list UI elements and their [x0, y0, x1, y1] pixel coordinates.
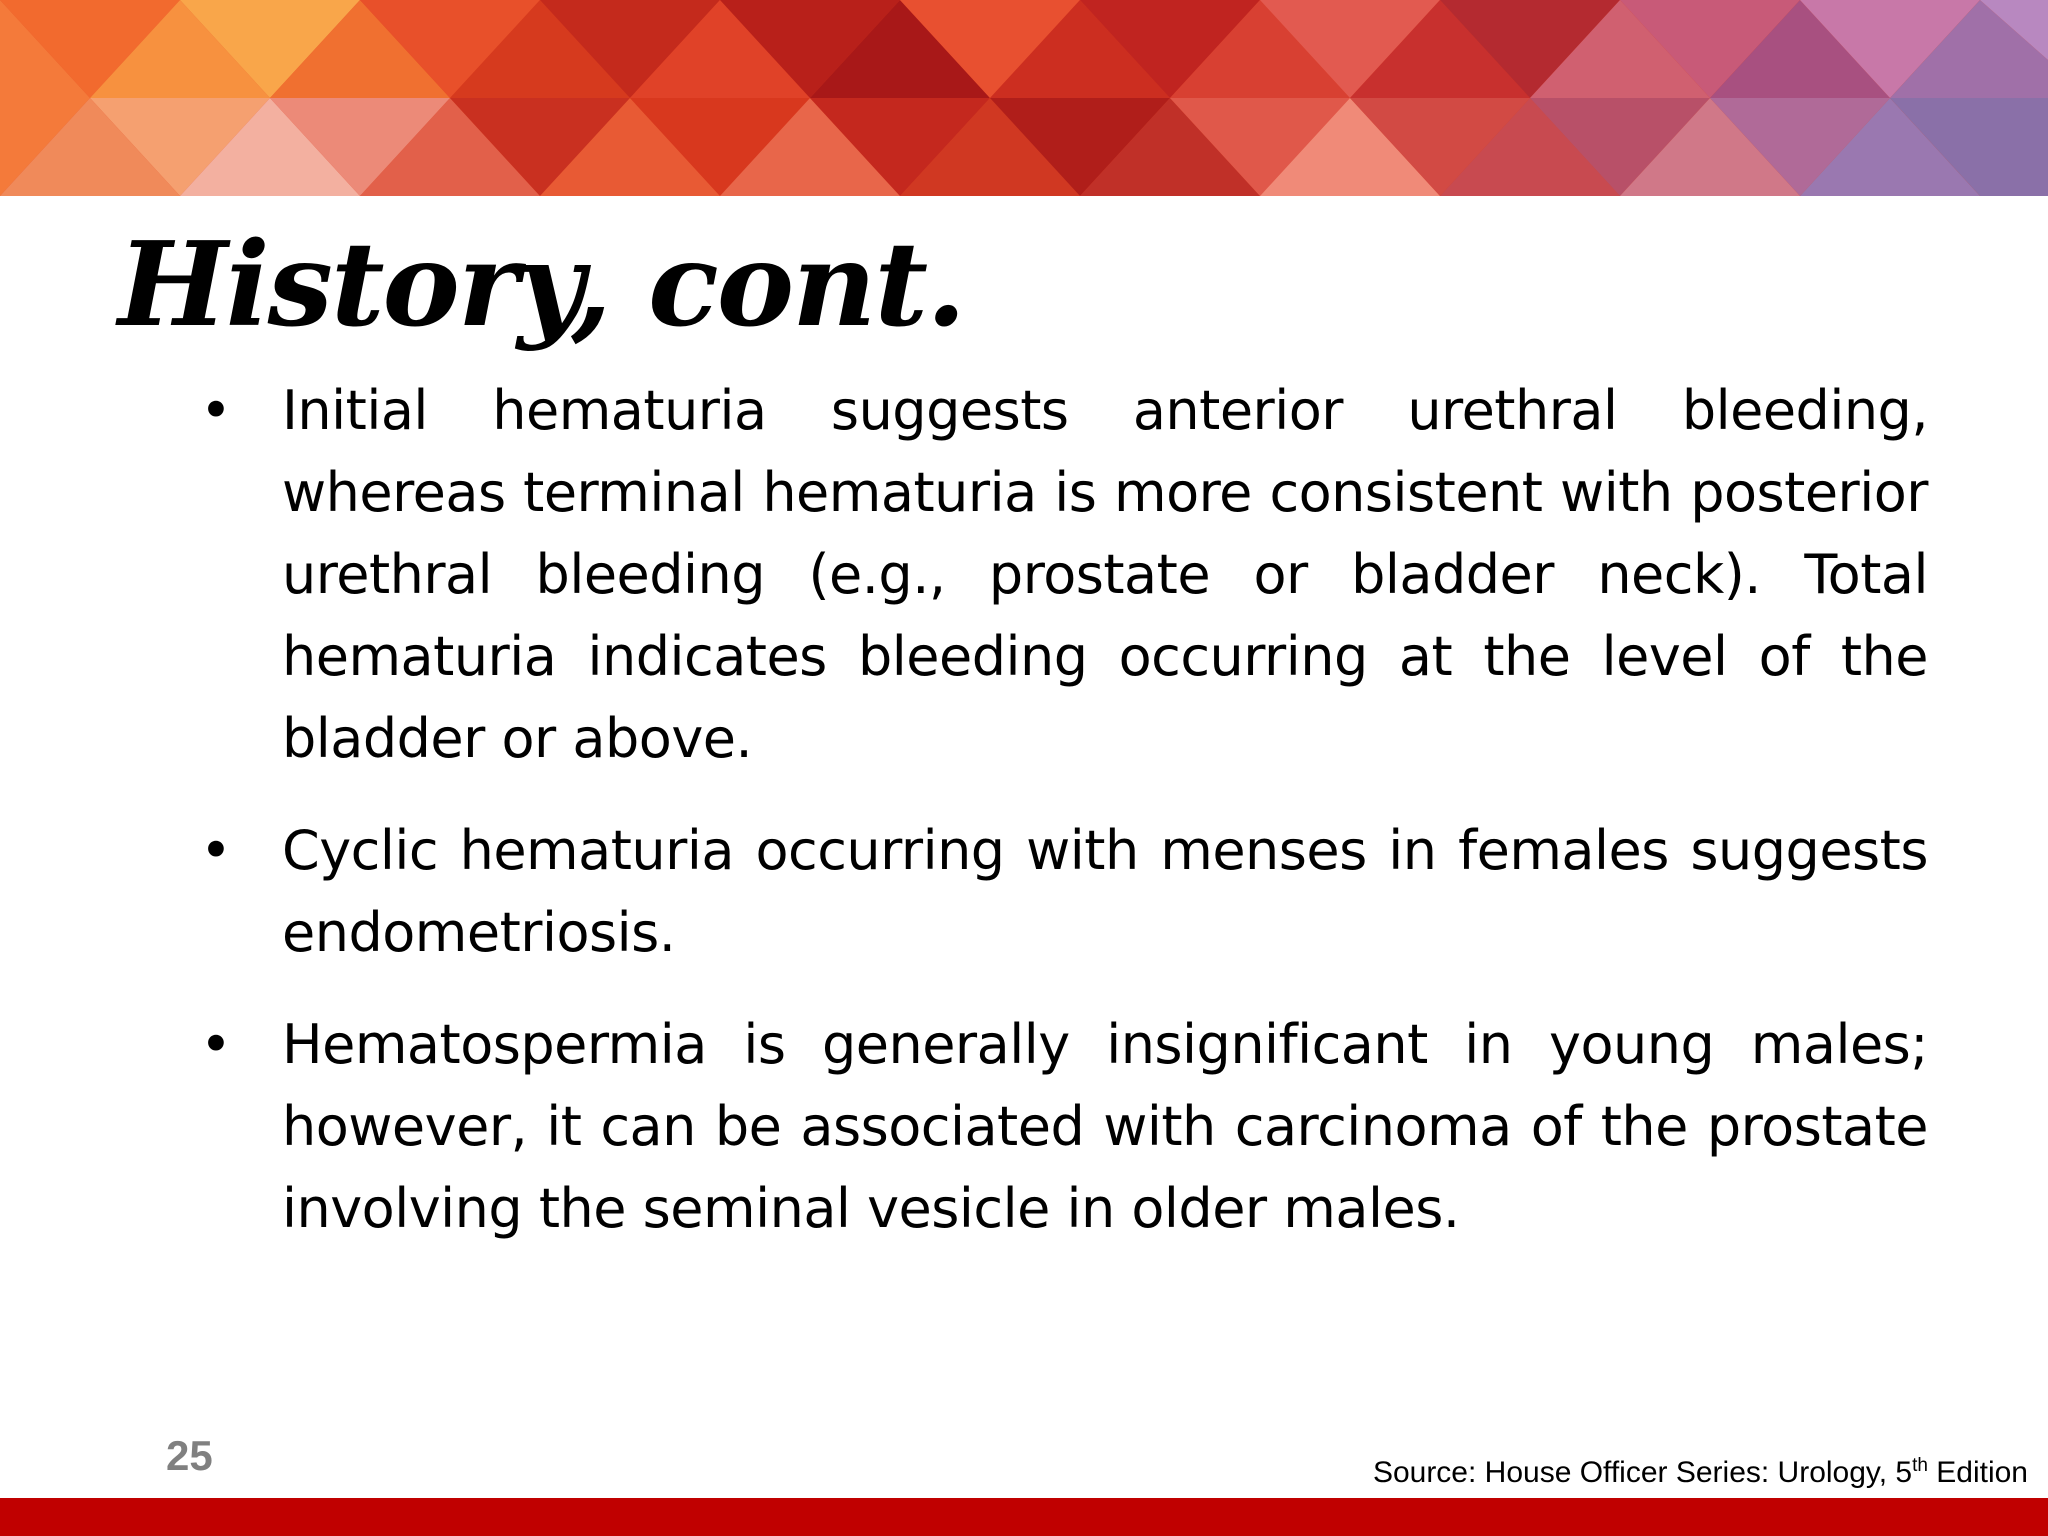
source-superscript: th — [1912, 1455, 1928, 1476]
source-prefix: Source: House Officer Series: Urology, 5 — [1372, 1456, 1913, 1489]
footer-bar — [0, 1498, 2048, 1536]
source-citation — [1373, 1456, 2028, 1490]
bullet-item — [200, 1004, 1928, 1250]
header-banner — [0, 0, 2048, 196]
bullet-item — [200, 370, 1928, 780]
bullet-text: Hematospermia is generally insignificant in young males; however, it can be associated with carcinoma of the prostate involving the seminal vesicle in older males. — [282, 1013, 1928, 1240]
bullet-icon: • — [200, 819, 232, 882]
bullet-icon: • — [200, 1013, 232, 1076]
page-number: 25 — [166, 1432, 213, 1479]
slide-title: History, cont. — [118, 217, 965, 353]
bullet-text: Cyclic hematuria occurring with menses in females suggests endometriosis. — [282, 819, 1928, 964]
source-suffix: Edition — [1927, 1456, 2028, 1489]
geometric-pattern-decoration — [0, 0, 2048, 196]
bullet-text: Initial hematuria suggests anterior urethral bleeding, whereas terminal hematuria is more consistent with posterior urethral bleeding (e.g., prostate or bladder neck). Total hematuria indicates bleeding occurring at the level of the bladder or above. — [282, 379, 1928, 770]
bullet-list — [200, 370, 1928, 1280]
bullet-icon: • — [200, 379, 232, 442]
bullet-item — [200, 810, 1928, 974]
